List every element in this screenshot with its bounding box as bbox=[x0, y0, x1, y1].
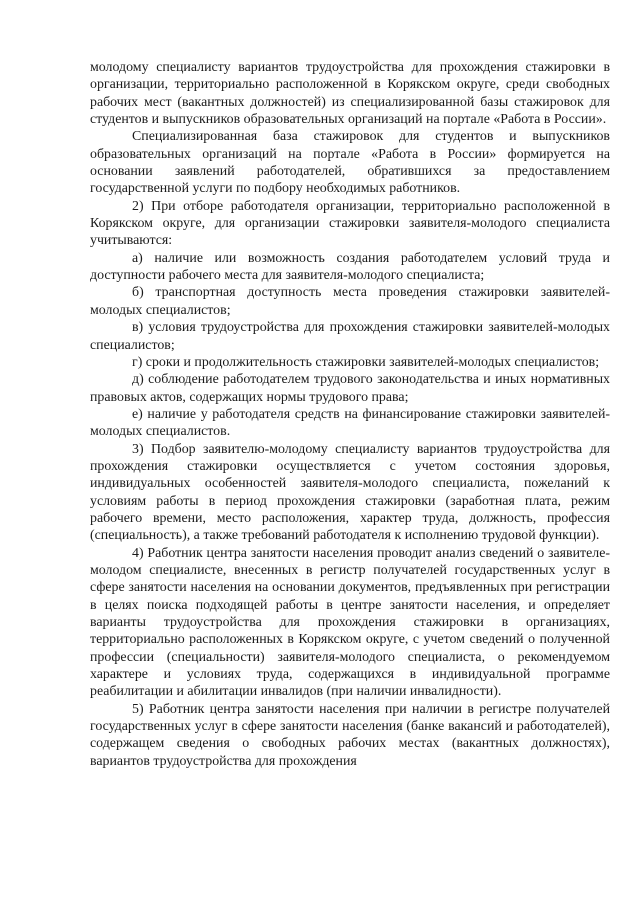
paragraph-item-2d: г) сроки и продолжительность стажировки заявителей-молодых специалистов; bbox=[132, 354, 600, 370]
paragraph-item-2c: в) условия трудоустройства для прохождения стажировки заявителей-молодых специалистов; bbox=[90, 320, 610, 353]
paragraph-continuation: молодому специалисту вариантов трудоустройства для прохождения стажировки в организации, территориально расположенной в Корякском округе, среди свободных рабочих мест (вакантных должностей) из специализированной базы стажировок для студентов и выпускников образовательных организаций на портале «Работа в России». bbox=[90, 60, 610, 128]
paragraph-item-3: 3) Подбор заявителю-молодому специалисту вариантов трудоустройства для прохождения стажировки осуществляется с учетом состояния здоровья, индивидуальных особенностей заявителя-молодого специалиста, пожеланий к условиям работы в период прохождения стажировки (заработная плата, режим рабочего времени, место расположения, характер труда, должность, профессия (специальность), а также требований работодателя к исполнению трудовой функции). bbox=[90, 441, 610, 544]
paragraph-item-4: 4) Работник центра занятости населения проводит анализ сведений о заявителе-молодом специалисте, внесенных в регистр получателей государственных услуг в сфере занятости населения на основании документов, предъявленных при регистрации в целях поиска подходящей работы в центре занятости населения, и определяет варианты трудоустройства для прохождения стажировки в организациях, территориально расположенных в Корякском округе, с учетом сведений о полученной профессии (специальности) заявителя-молодого специалиста, о рекомендуемом характере и условиях труда, содержащихся в индивидуальной программе реабилитации и абилитации инвалидов (при наличии инвалидности). bbox=[90, 545, 610, 700]
paragraph-item-2e: д) соблюдение работодателем трудового законодательства и иных нормативных правовых актов, содержащих нормы трудового права; bbox=[90, 372, 610, 405]
paragraph-internship-database: Специализированная база стажировок для студентов и выпускников образовательных организаций на портале «Работа в России» формируется на основании заявлений работодателей, обратившихся за предоставлением государственной услуги по подбору необходимых работников. bbox=[90, 129, 610, 197]
paragraph-item-2f: е) наличие у работодателя средств на финансирование стажировки заявителей-молодых специалистов. bbox=[90, 406, 610, 440]
paragraph-item-2b: б) транспортная доступность места проведения стажировки заявителей-молодых специалистов; bbox=[90, 285, 610, 318]
paragraph-item-2: 2) При отборе работодателя организации, территориально расположенной в Корякском округе, для организации стажировки заявителя-молодого специалиста учитываются: bbox=[90, 198, 610, 249]
paragraph-item-5: 5) Работник центра занятости населения при наличии в регистре получателей государственных услуг в сфере занятости населения (банке вакансий и работодателей), содержащем сведения о свободных рабочих местах (вакантных должностях), вариантов трудоустройства для прохождения bbox=[90, 701, 610, 769]
paragraph-item-2a: а) наличие или возможность создания работодателем условий труда и доступности рабочего места для заявителя-молодого специалиста; bbox=[90, 250, 610, 284]
document-page bbox=[90, 59, 610, 770]
